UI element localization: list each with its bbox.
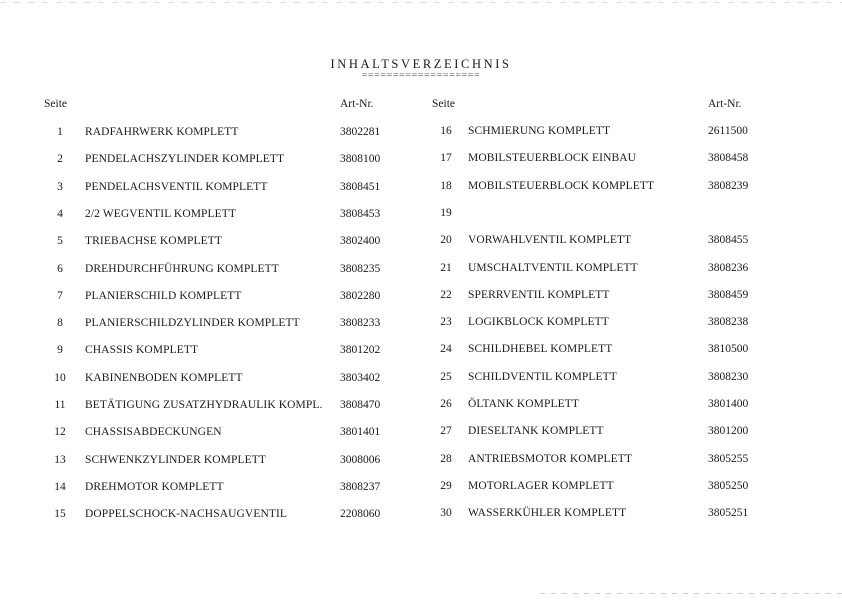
toc-article-number: 3808239 — [708, 179, 749, 192]
toc-entry-title: SCHILDVENTIL KOMPLETT — [468, 370, 617, 383]
toc-page-number: 16 — [440, 125, 452, 137]
toc-page-number: 3 — [57, 180, 63, 193]
toc-page-number: 24 — [440, 343, 452, 356]
toc-entry-title: MOTORLAGER KOMPLETT — [468, 479, 614, 492]
toc-article-number: 3808470 — [340, 399, 381, 411]
page-title: INHALTSVERZEICHNIS — [330, 57, 512, 71]
toc-entry-title: MOBILSTEUERBLOCK KOMPLETT — [468, 179, 655, 192]
toc-entry-title: 2/2 WEGVENTIL KOMPLETT — [85, 207, 237, 220]
toc-article-number: 3808100 — [340, 153, 381, 166]
toc-page-number: 12 — [54, 426, 66, 439]
toc-page-number: 2 — [57, 153, 63, 166]
toc-entry-title: RADFAHRWERK KOMPLETT — [85, 126, 239, 138]
toc-entry-title: LOGIKBLOCK KOMPLETT — [468, 316, 609, 329]
header-right-seite: Seite — [432, 98, 455, 110]
toc-page-number: 4 — [57, 207, 63, 220]
toc-entry-title: PENDELACHSVENTIL KOMPLETT — [85, 180, 268, 193]
toc-entry-title: ÖLTANK KOMPLETT — [468, 398, 579, 410]
toc-article-number: 3801202 — [340, 344, 381, 357]
toc-entry-title: CHASSIS KOMPLETT — [85, 344, 199, 357]
toc-article-number: 3008006 — [340, 453, 381, 466]
toc-entry-title: SCHWENKZYLINDER KOMPLETT — [85, 453, 266, 466]
toc-page-number: 17 — [440, 152, 452, 165]
toc-page-number: 7 — [57, 289, 63, 302]
toc-page-number: 10 — [54, 371, 66, 384]
scan-edge-bottom — [540, 593, 842, 594]
toc-page-number: 14 — [54, 480, 66, 493]
toc-article-number: 3810500 — [708, 343, 749, 356]
toc-page-number: 1 — [57, 126, 63, 138]
toc-page-number: 21 — [440, 261, 452, 274]
toc-entry-title: DIESELTANK KOMPLETT — [468, 425, 604, 438]
header-left-seite: Seite — [44, 98, 67, 110]
toc-entry-title: SCHILDHEBEL KOMPLETT — [468, 343, 613, 356]
toc-page-number: 11 — [54, 399, 66, 411]
toc-article-number: 3808237 — [340, 480, 381, 493]
toc-page-number: 9 — [57, 344, 63, 357]
toc-page-number: 28 — [440, 452, 452, 465]
toc-article-number: 3802280 — [340, 289, 381, 302]
toc-article-number: 3808453 — [340, 207, 381, 220]
toc-page-number: 22 — [440, 288, 452, 301]
toc-page-number: 30 — [440, 507, 452, 520]
toc-entry-title: DREHDURCHFÜHRUNG KOMPLETT — [85, 262, 279, 275]
scan-edge-top — [0, 2, 842, 3]
header-right-artnr: Art-Nr. — [708, 98, 742, 110]
toc-entry-title: SCHMIERUNG KOMPLETT — [468, 125, 611, 137]
toc-entry-title: BETÄTIGUNG ZUSATZHYDRAULIK KOMPL. — [85, 399, 323, 411]
toc-article-number: 3808236 — [708, 261, 749, 274]
toc-page-number: 13 — [54, 453, 66, 466]
toc-article-number: 2611500 — [708, 125, 748, 137]
toc-page-number: 8 — [57, 317, 63, 330]
toc-article-number: 3808238 — [708, 316, 749, 329]
toc-article-number: 3805250 — [708, 479, 749, 492]
toc-article-number: 3808455 — [708, 234, 749, 247]
toc-page-number: 5 — [57, 235, 63, 248]
toc-entry-title: PENDELACHSZYLINDER KOMPLETT — [85, 153, 285, 166]
toc-article-number: 3801400 — [708, 398, 749, 410]
toc-page-number: 15 — [54, 508, 66, 521]
toc-page-number: 23 — [440, 316, 452, 329]
toc-entry-title: PLANIERSCHILD KOMPLETT — [85, 289, 242, 302]
toc-article-number: 3805255 — [708, 452, 749, 465]
toc-entry-title: ANTRIEBSMOTOR KOMPLETT — [468, 452, 632, 465]
toc-entry-title: DREHMOTOR KOMPLETT — [85, 480, 224, 493]
toc-page-number: 20 — [440, 234, 452, 247]
toc-entry-title: PLANIERSCHILDZYLINDER KOMPLETT — [85, 317, 300, 330]
toc-page-number: 25 — [440, 370, 452, 383]
toc-entry-title: MOBILSTEUERBLOCK EINBAU — [468, 152, 637, 165]
toc-article-number: 3802400 — [340, 235, 381, 248]
toc-article-number: 3803402 — [340, 371, 381, 384]
toc-page-number: 18 — [440, 179, 452, 192]
toc-entry-title: UMSCHALTVENTIL KOMPLETT — [468, 261, 638, 274]
header-left-artnr: Art-Nr. — [340, 98, 374, 110]
toc-article-number: 3808459 — [708, 288, 749, 301]
toc-article-number: 3801401 — [340, 426, 381, 439]
toc-page-number: 29 — [440, 479, 452, 492]
toc-article-number: 3808451 — [340, 180, 381, 193]
toc-entry-title: VORWAHLVENTIL KOMPLETT — [468, 234, 632, 247]
toc-article-number: 3805251 — [708, 507, 749, 520]
toc-article-number: 3808458 — [708, 152, 749, 165]
toc-article-number: 3808233 — [340, 317, 381, 330]
toc-entry-title: WASSERKÜHLER KOMPLETT — [468, 507, 627, 520]
toc-entry-title: DOPPELSCHOCK-NACHSAUGVENTIL — [85, 508, 288, 521]
toc-page-number: 27 — [440, 425, 452, 438]
toc-article-number: 3801200 — [708, 425, 749, 438]
toc-article-number: 3802281 — [340, 126, 381, 138]
toc-entry-title: SPERRVENTIL KOMPLETT — [468, 288, 610, 301]
toc-page-number: 19 — [440, 206, 452, 219]
toc-page-number: 6 — [57, 262, 63, 275]
toc-entry-title: KABINENBODEN KOMPLETT — [85, 371, 243, 384]
toc-article-number: 2208060 — [340, 508, 381, 521]
toc-page-number: 26 — [440, 398, 452, 410]
toc-article-number: 3808235 — [340, 262, 381, 275]
toc-article-number: 3808230 — [708, 370, 749, 383]
toc-entry-title: TRIEBACHSE KOMPLETT — [85, 235, 223, 248]
toc-entry-title: CHASSISABDECKUNGEN — [85, 426, 222, 439]
title-underline: =================== — [361, 70, 481, 81]
